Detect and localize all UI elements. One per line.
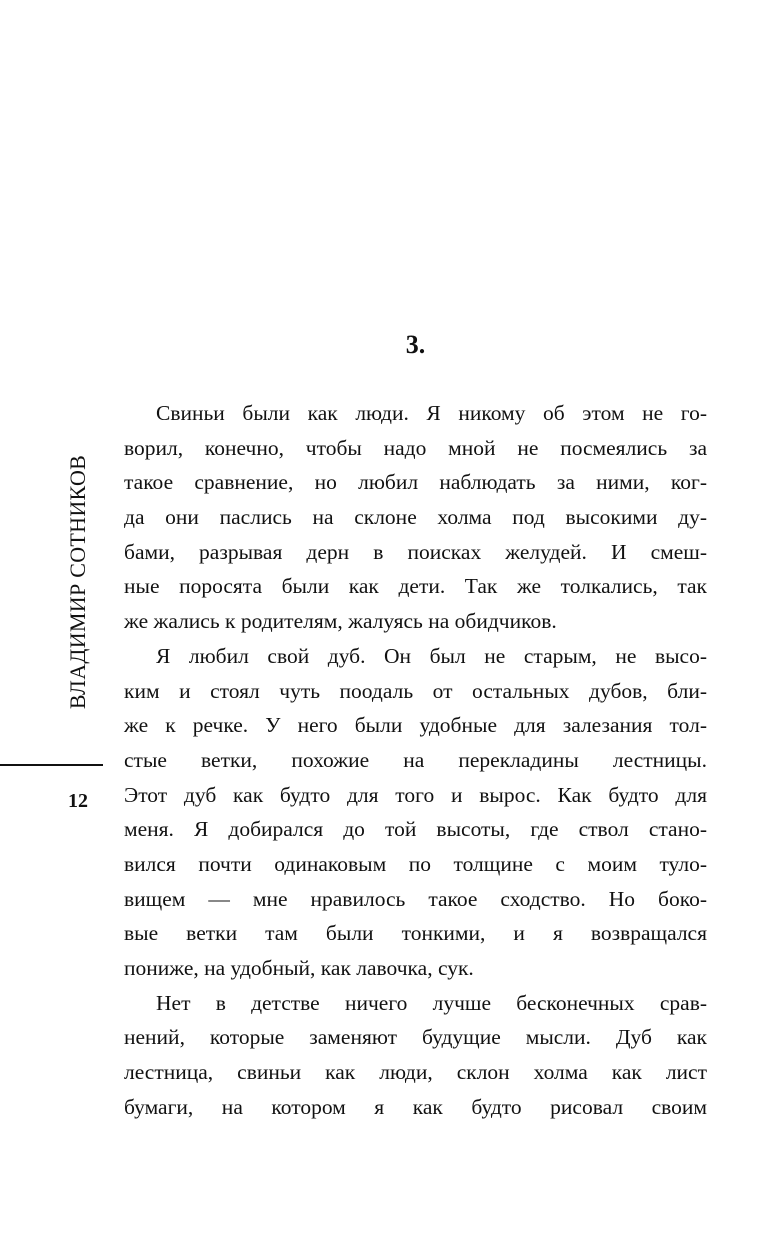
text-line: такое сравнение, но любил наблюдать за ними, ког-	[124, 470, 707, 495]
chapter-number: 3.	[405, 330, 426, 359]
text-line: нений, которые заменяют будущие мысли. Дуб как	[124, 1025, 707, 1050]
text-line: Свиньи были как люди. Я никому об этом не го-	[156, 401, 707, 425]
margin-divider	[0, 764, 103, 766]
body-text	[124, 396, 707, 1124]
text-line: лестница, свиньи как люди, склон холма как лист	[124, 1060, 707, 1085]
text-line: вищем — мне нравилось такое сходство. Но боко-	[124, 886, 707, 911]
text-line: да они паслись на склоне холма под высокими ду-	[124, 505, 707, 530]
running-head-author: ВЛАДИМИР СОТНИКОВ	[65, 454, 90, 710]
text-line: ные поросята были как дети. Так же толкались, так	[124, 574, 707, 599]
text-line: ким и стоял чуть поодаль от остальных дубов, бли-	[124, 678, 707, 703]
text-line: Этот дуб как будто для того и вырос. Как будто для	[124, 782, 707, 807]
paragraph-2	[124, 639, 707, 986]
text-line: Нет в детстве ничего лучше бесконечных срав-	[156, 990, 707, 1015]
text-line: меня. Я добирался до той высоты, где ствол стано-	[124, 817, 707, 842]
text-line: бами, разрывая дерн в поисках желудей. И смеш-	[124, 539, 707, 564]
text-line: бумаги, на котором я как будто рисовал своим	[124, 1094, 707, 1119]
text-line: же к речке. У него были удобные для залезания тол-	[124, 713, 707, 738]
paragraph-3	[124, 986, 707, 1125]
text-line: пониже, на удобный, как лавочка, сук.	[124, 956, 474, 980]
text-line: ворил, конечно, чтобы надо мной не посмеялись за	[124, 435, 707, 460]
paragraph-1	[124, 396, 707, 639]
page-number: 12	[68, 790, 88, 812]
text-line: же жались к родителям, жалуясь на обидчиков.	[124, 609, 557, 634]
text-line: вые ветки там были тонкими, и я возвращался	[124, 921, 707, 946]
text-line: стые ветки, похожие на перекладины лестницы.	[124, 747, 707, 772]
text-line: вился почти одинаковым по толщине с моим туло-	[124, 851, 707, 876]
text-line: Я любил свой дуб. Он был не старым, не высо-	[156, 643, 707, 668]
